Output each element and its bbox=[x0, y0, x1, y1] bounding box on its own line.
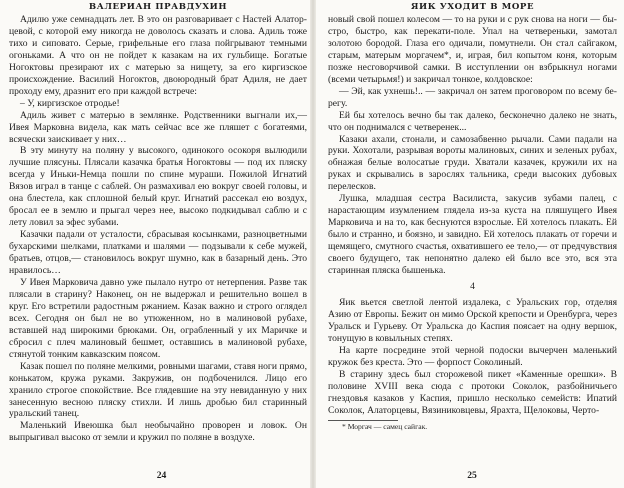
paragraph: новый свой пошел колесом — то на руки и с рук снова на ноги — быстро, быстро, как перекати-поле. Упал на четвереньки, замотал золотою бородой. Глаза его одичали, помутнели. Он стал сайгаком, старым, матерым моргачем*, и, играя, бил копытом коня, которым позже несговорчивой самки. В исступлении он взбрыкнул ногами (всеми четырьмя!) и закричал тонкое, колдовское: bbox=[328, 14, 617, 85]
right-page-text bbox=[328, 14, 617, 277]
footnote: * Моргач — самец сайгак. bbox=[342, 421, 428, 431]
page-number-left: 24 bbox=[156, 470, 167, 481]
paragraph: — Эй, как ухнешь!.. — закричал он затем проговором по всему берегу. bbox=[328, 85, 617, 109]
paragraph: У Ивея Марковича давно уже пылало нутро от нетерпения. Разве так плясали в старину? Наконец, он не выдержал и решительно вошел в круг. Его встретили радостным ржанием. Казак важно и строго оглядел всех. Сегодня он был не во утюженном, но в малиновой рубахе, вставшей над широкими брюками. Он, ограбленный у их Маричке и сбросил с плеч малиновый бешмет, оставшись в малиновой рубахе, стянутой тонким кавказским поясом. bbox=[9, 276, 307, 360]
running-head-right: ЯИК УХОДИТ В МОРЕ bbox=[410, 2, 535, 12]
paragraph: Ей бы хотелось вечно бы так далеко, бесконечно далеко не знать, что он поднимался с четверенек... bbox=[328, 109, 617, 133]
right-page-text-section bbox=[328, 297, 617, 417]
right-page bbox=[314, 0, 624, 488]
paragraph: На карте посредине этой черной подоски вычерчен маленький кружок без креста. Это — форпост Соколиный. bbox=[328, 344, 617, 368]
paragraph: В старину здесь был сторожевой пикет «Каменные орешки». В половине XVIII века сюда с протоки Соколок, разбойничьего гнездовья казаков у Каспия, пришло несколько семейств: Ипатий Соколок, Алаторцевы, Вязиниковцевы, Ярахта, Щелоковы, Черто- bbox=[328, 368, 617, 416]
paragraph: Казак пошел по поляне мелкими, ровными шагами, ставя ноги прямо, конькатом, кружа руками. Закружив, он подбоченился. Лицо его хранило строгое спокойствие. Все глядевшие на эту невиданную у них занесенную весною пляску стихли. И лишь дробью бил старинный уральский танец. bbox=[9, 360, 307, 420]
paragraph: Казачки падали от усталости, сбрасывая косынками, разноцветными бухарскими шелками, платками и шалями — подзывали к себе мужей, братьев, отцов,— становилось вокруг шумно, как в базарный день. Это нравилось… bbox=[9, 229, 307, 277]
left-page-text bbox=[9, 14, 307, 444]
paragraph: Маленький Ивеюшка был необычайно проворен и ловок. Он выпрыгивал высоко от земли и кружил по поляне в воздухе. bbox=[9, 420, 307, 444]
page-number-right: 25 bbox=[467, 470, 477, 481]
paragraph: Яик вьется светлой лентой издалека, с Уральских гор, отделяя Азию от Европы. Бежит он мимо Орской крепости и Оренбурга, через Уральск и Гурьеву. От Уральска до Каспия поясает на одну вершок, тонущую в ковыльных степях. bbox=[328, 296, 617, 344]
paragraph: Лушка, младшая сестра Василиста, закусив зубами палец, с нарастающим изумлением глядела из-за куста на пляшущего Ивея Марковича и на то, как беснуются взрослые. Ей хотелось плакать. Ей было и странно, и боязно, и завидно. Ей хотелось плакать от горечи и щемящего, смутного счастья, охватившего ее тело,— от предчувствия своего будущего, так непонятно далеко ей было все это, вся эта старинная пляска бышенька. bbox=[328, 193, 617, 277]
running-head-left: ВАЛЕРИАН ПРАВДУХИН bbox=[88, 2, 228, 12]
paragraph: Адиль живет с матерью в землянке. Родственники выгнали их,— Ивея Марковна видела, как мать сейчас все же пляшет с богатеями, всячески заискивает у них… bbox=[9, 109, 307, 145]
section-number: 4 bbox=[470, 280, 475, 292]
paragraph: В эту минуту на поляну у высокого, одинокого осокоря вылюдили лучшие плясуны. Плясали казачка братья Ногоктовы — под их пляску всегда у Иньки-Немца пошли по спине мураши. Пожилой Игнатий Вязов играл в танце с саблей. Он размахивал ею вокруг своей головы, и она блестела, как сплошной белый круг. Игнатий рассекал ею воздух, бросал ее в землю и прыгал через нее, высоко подкидывал саблю и с лету ловил за эфес зубами. bbox=[9, 145, 307, 229]
footnote-rule bbox=[328, 420, 398, 421]
paragraph: – У, киргизское отродье! bbox=[20, 97, 120, 109]
paragraph: Адилю уже семнадцать лет. В это он разговаривает с Настей Алаторцевой, с которой ему никогда не доволось сказать и слова. Адиль тоже тихо и сиповато. Серые, грифельные его глаза пойгрывают темными огоньками. А что он не пойдет к казакам на их гульбище. Богатые Ногоктовы презирают их с матерью за нищету, за его киргизское происхождение. Василий Ногоктов, двоюродный брат Адиля, не дает проходу ему, дразнит его при каждой встрече: bbox=[9, 14, 307, 97]
paragraph: Казаки ахали, стонали, и самозабвенно рычали. Сами падали на руки. Хохотали, разрывая вороты малиновых, синих и зеленых рубах, обнажая белые волосатые груди. Хватали казачек, кружили их на руках и скрывались в зарослях тальника, среди высоких дубовых перелесков. bbox=[328, 133, 617, 193]
